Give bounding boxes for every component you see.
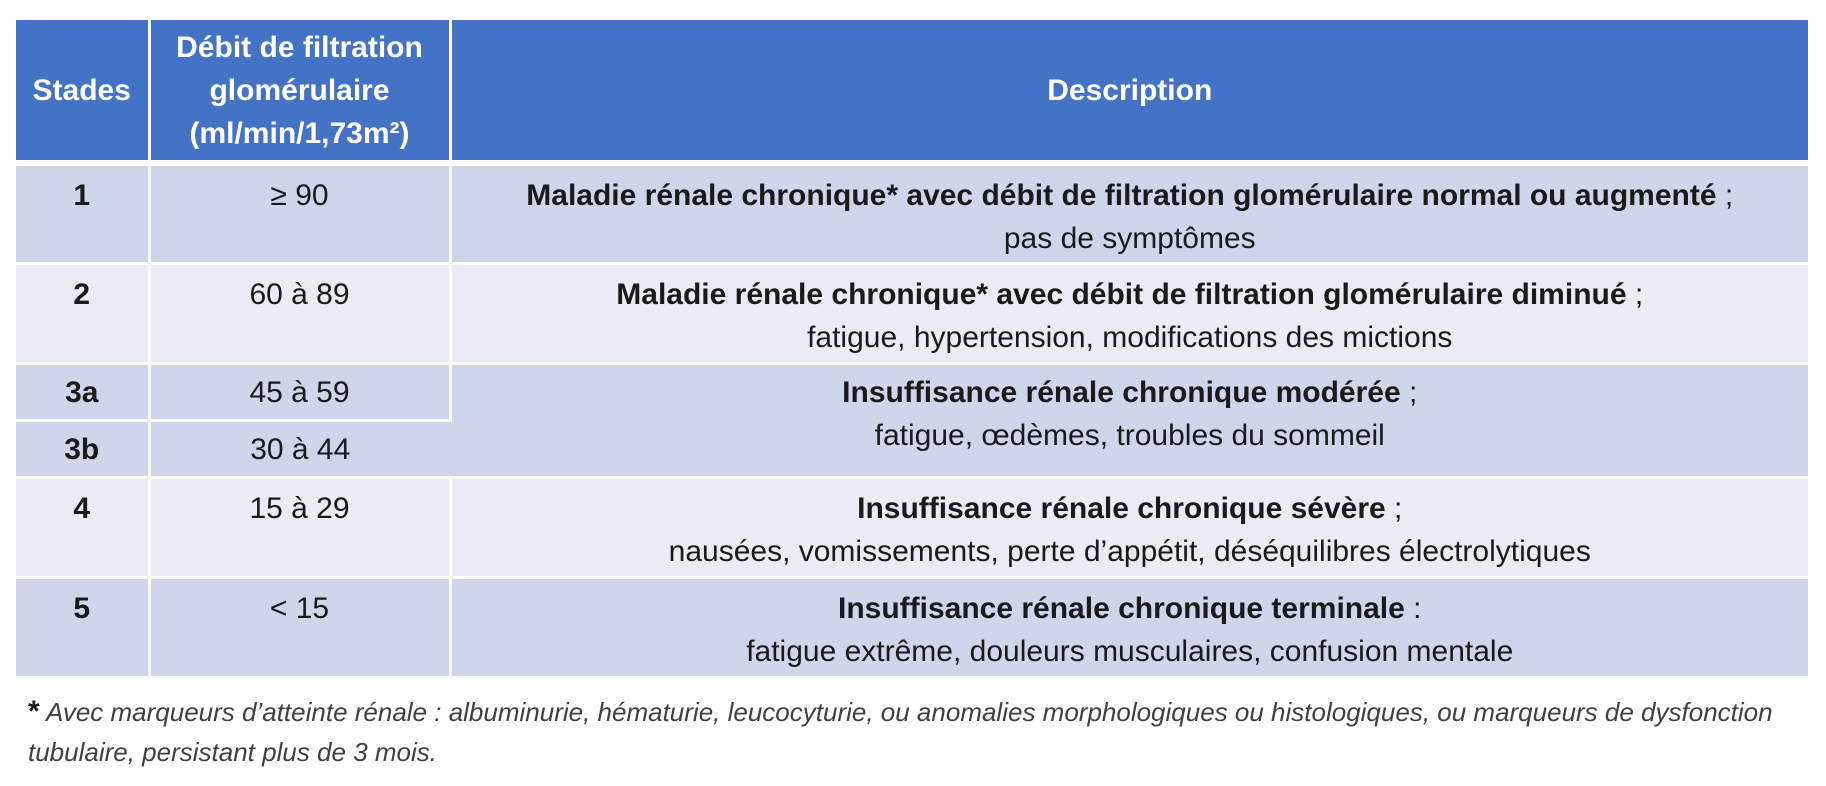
description-symptoms: fatigue, œdèmes, troubles du sommeil [874,418,1385,452]
footnote [28,692,1788,772]
header-stages: Stades [16,20,149,163]
gfr-cell: < 15 [149,577,450,677]
stage-cell: 5 [16,577,149,677]
description-separator: ; [1400,375,1418,409]
footnote-asterisk: * [28,695,40,728]
description-title: Insuffisance rénale chronique terminale [837,591,1405,625]
table-row-stage-4 [16,477,1808,577]
description-title: Insuffisance rénale chronique modérée [842,375,1401,409]
table-row-stage-3a [16,363,1808,420]
gfr-cell: 15 à 29 [149,477,450,577]
header-description: Description [450,20,1808,163]
ckd-stages-table-container [16,20,1808,679]
footnote-text: Avec marqueurs d’atteinte rénale : albuminurie, hématurie, leucocyturie, ou anomalies morphologiques ou histologiques, ou marqueurs de dysfonction tubulaire, persistant plus de 3 mois. [28,697,1773,767]
header-gfr-line2: glomérulaire [209,73,390,107]
description-symptoms: pas de symptômes [1003,222,1256,255]
gfr-cell: 60 à 89 [149,263,450,363]
header-gfr-line1: Débit de filtration [176,30,423,64]
gfr-cell: 30 à 44 [149,420,450,477]
table-row-stage-1 [16,163,1808,263]
gfr-cell: ≥ 90 [149,163,450,263]
description-separator: ; [1716,179,1734,212]
table-header-row [16,20,1808,163]
description-title: Maladie rénale chronique* avec débit de filtration glomérulaire normal ou augmenté [526,179,1717,212]
table-row-stage-2 [16,263,1808,363]
description-cell [450,263,1808,363]
header-gfr-line3: (ml/min/1,73m²) [189,116,410,150]
description-separator: ; [1385,491,1403,525]
description-symptoms: nausées, vomissements, perte d’appétit, déséquilibres électrolytiques [668,534,1591,568]
table-row-stage-5 [16,577,1808,677]
stage-cell: 2 [16,263,149,363]
description-title: Insuffisance rénale chronique sévère [857,491,1386,525]
header-gfr [149,20,450,163]
description-title: Maladie rénale chronique* avec débit de filtration glomérulaire diminué [616,277,1627,311]
stage-cell: 3a [16,363,149,420]
stage-cell: 1 [16,163,149,263]
description-cell [450,577,1808,677]
description-cell [450,477,1808,577]
stage-cell: 4 [16,477,149,577]
ckd-stages-table [16,20,1808,679]
description-symptoms: fatigue extrême, douleurs musculaires, confusion mentale [746,634,1514,668]
stage-cell: 3b [16,420,149,477]
description-separator: ; [1626,277,1644,311]
gfr-cell: 45 à 59 [149,363,450,420]
description-symptoms: fatigue, hypertension, modifications des mictions [807,320,1453,354]
description-separator: : [1404,591,1422,625]
description-cell [450,163,1808,263]
description-cell [450,363,1808,477]
